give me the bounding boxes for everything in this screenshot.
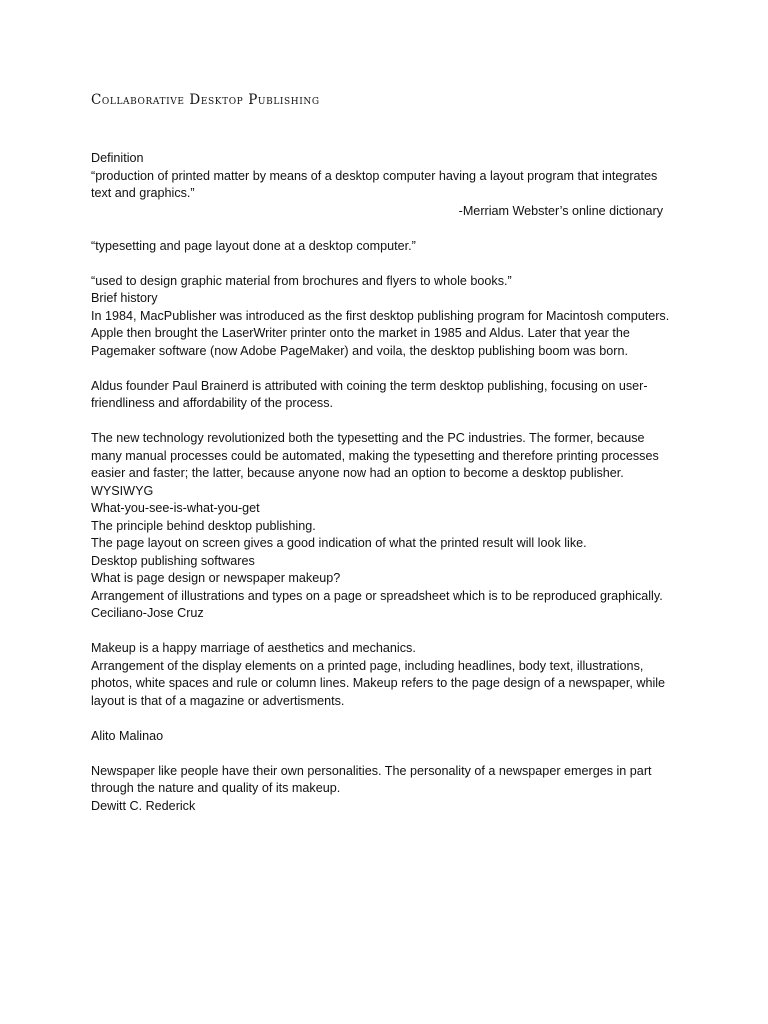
- paragraph-line: Arrangement of the display elements on a printed page, including headlines, body text, illustrations,: [91, 658, 644, 673]
- author-name: Ceciliano-Jose Cruz: [91, 606, 204, 620]
- spacer: [91, 220, 691, 238]
- author-name: Dewitt C. Rederick: [91, 798, 196, 813]
- definition-quote-line: “production of printed matter by means of a desktop computer having a layout program that integrates: [91, 168, 658, 183]
- paragraph-line: Arrangement of illustrations and types on a page or spreadsheet which is to be reproduced graphically.: [91, 588, 663, 603]
- paragraph-line: The page layout on screen gives a good indication of what the printed result will look like.: [91, 536, 587, 550]
- heading-page-design: What is page design or newspaper makeup?: [91, 571, 341, 585]
- heading-dtp-softwares: Desktop publishing softwares: [91, 553, 255, 568]
- spacer: [91, 413, 691, 431]
- paragraph-line: photos, white spaces and rule or column lines. Makeup refers to the page design of a newspaper, while: [91, 676, 666, 690]
- heading-brief-history: Brief history: [91, 291, 158, 305]
- paragraph-line: Apple then brought the LaserWriter printer onto the market in 1985 and Aldus. Later that year the: [91, 326, 630, 340]
- spacer: [91, 360, 691, 378]
- paragraph-line: Newspaper like people have their own personalities. The personality of a newspaper emerges in part: [91, 763, 652, 778]
- definition-quote-line: text and graphics.”: [91, 186, 195, 200]
- paragraph-line: through the nature and quality of its makeup.: [91, 781, 341, 795]
- spacer: [91, 710, 691, 728]
- definition-quote-line: “typesetting and page layout done at a desktop computer.”: [91, 238, 416, 253]
- spacer: [91, 255, 691, 273]
- heading-wysiwyg: WYSIWYG: [91, 483, 154, 498]
- paragraph-line: The principle behind desktop publishing.: [91, 518, 316, 533]
- document-body: [91, 150, 691, 815]
- paragraph-line: friendliness and affordability of the process.: [91, 396, 333, 410]
- definition-quote-line: “used to design graphic material from brochures and flyers to whole books.”: [91, 273, 512, 288]
- heading-definition: Definition: [91, 151, 144, 165]
- paragraph-line: Makeup is a happy marriage of aesthetics and mechanics.: [91, 641, 416, 655]
- paragraph-line: In 1984, MacPublisher was introduced as the first desktop publishing program for Macintosh computers.: [91, 308, 670, 323]
- paragraph-line: easier and faster; the latter, because anyone now had an option to become a desktop publisher.: [91, 466, 624, 480]
- spacer: [91, 745, 691, 763]
- definition-source: -Merriam Webster’s online dictionary: [458, 203, 663, 218]
- paragraph-line: What-you-see-is-what-you-get: [91, 501, 260, 515]
- paragraph-line: layout is that of a magazine or advertisments.: [91, 693, 345, 708]
- paragraph-line: many manual processes could be automated, making the typesetting and therefore printing processes: [91, 448, 659, 463]
- page-title: Collaborative Desktop Publishing: [91, 92, 320, 108]
- paragraph-line: The new technology revolutionized both the typesetting and the PC industries. The former, because: [91, 431, 645, 445]
- author-name: Alito Malinao: [91, 728, 164, 743]
- paragraph-line: Aldus founder Paul Brainerd is attributed with coining the term desktop publishing, focusing on user-: [91, 378, 648, 393]
- spacer: [91, 623, 691, 641]
- paragraph-line: Pagemaker software (now Adobe PageMaker) and voila, the desktop publishing boom was born.: [91, 343, 628, 358]
